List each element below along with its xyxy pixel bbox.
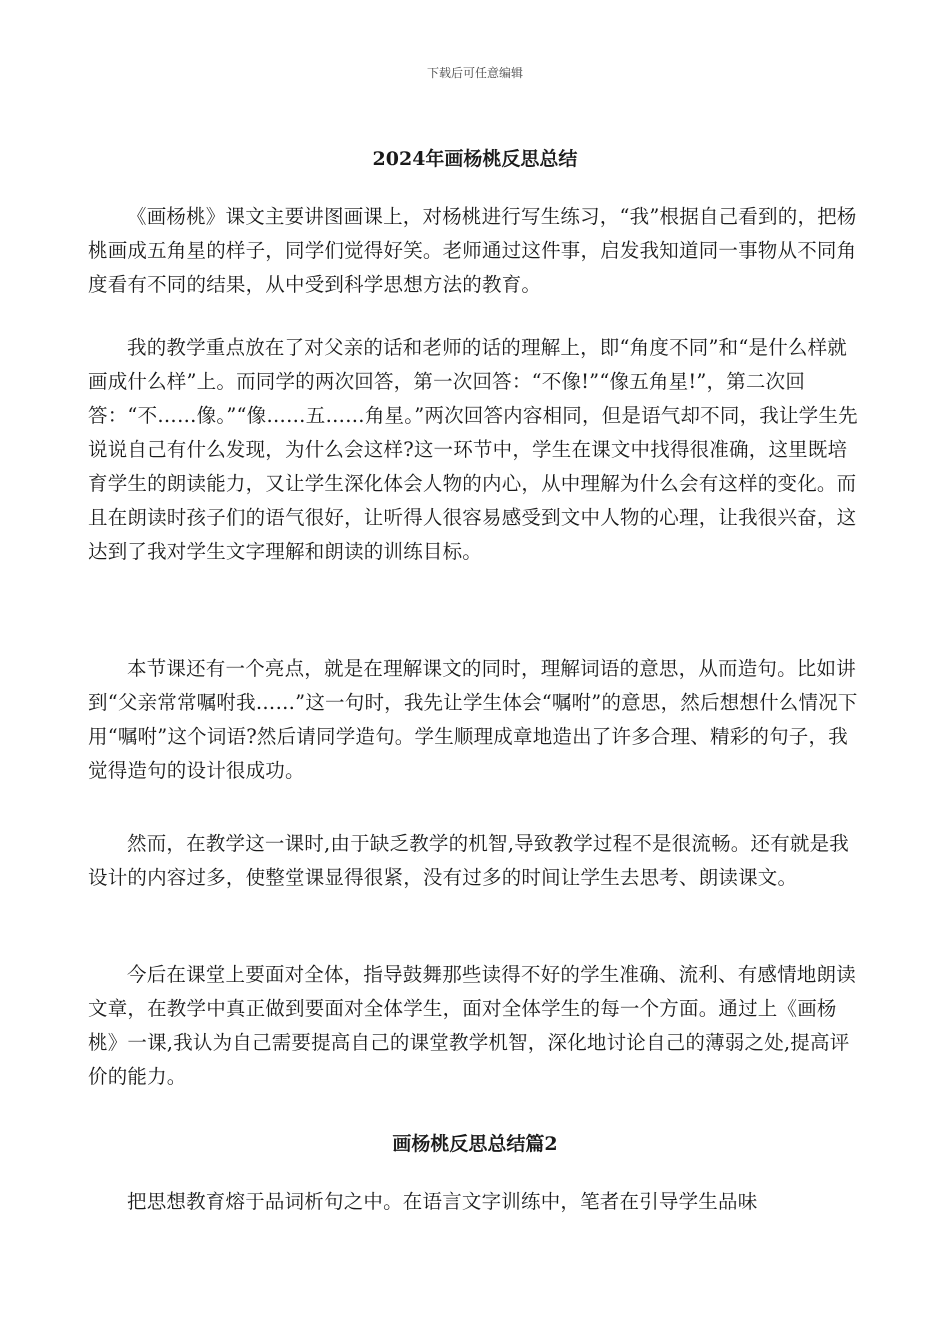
paragraph-1: 《画杨桃》课文主要讲图画课上，对杨桃进行写生练习，“我”根据自己看到的，把杨桃画成五角星的样子，同学们觉得好笑。老师通过这件事，启发我知道同一事物从不同角度看有不同的结果，从中受到科学思想方法的教育。 [88,205,857,296]
paragraph-5: 今后在课堂上要面对全体，指导鼓舞那些读得不好的学生准确、流利、有感情地朗读文章，在教学中真正做到要面对全体学生，面对全体学生的每一个方面。通过上《画杨桃》一课,我认为自己需要提高自己的课堂教学机智，深化地讨论自己的薄弱之处,提高评价的能力。 [88,963,856,1088]
section-2-paragraph-1: 把思想教育熔于品词析句之中。在语言文字训练中，笔者在引导学生品味 [127,1190,758,1213]
section-2-title: 画杨桃反思总结篇2 [392,1133,558,1155]
paragraph-4: 然而，在教学这一课时,由于缺乏教学的机智,导致教学过程不是很流畅。还有就是我设计的内容过多，使整堂课显得很紧，没有过多的时间让学生去思考、朗读课文。 [88,832,849,889]
paragraph-2: 我的教学重点放在了对父亲的话和老师的话的理解上，即“角度不同”和“是什么样就画成什么样”上。而同学的两次回答，第一次回答：“不像!”“像五角星!”，第二次回答：“不……像。”“像……五……角星。”两次回答内容相同，但是语气却不同，我让学生先说说自己有什么发现，为什么会这样?这一环节中，学生在课文中找得很准确，这里既培育学生的朗读能力，又让学生深化体会人物的内心，从中理解为什么会有这样的变化。而且在朗读时孩子们的语气很好，让听得人很容易感受到文中人物的心理，让我很兴奋，这达到了我对学生文字理解和朗读的训练目标。 [88,336,858,563]
paragraph-3: 本节课还有一个亮点，就是在理解课文的同时，理解词语的意思，从而造句。比如讲到“父亲常常嘱咐我……”这一句时，我先让学生体会“嘱咐”的意思，然后想想什么情况下用“嘱咐”这个词语?然后请同学造句。学生顺理成章地造出了许多合理、精彩的句子，我觉得造句的设计很成功。 [88,657,858,782]
header-note: 下载后可任意编辑 [426,66,523,80]
document-title: 2024年画杨桃反思总结 [372,148,578,170]
